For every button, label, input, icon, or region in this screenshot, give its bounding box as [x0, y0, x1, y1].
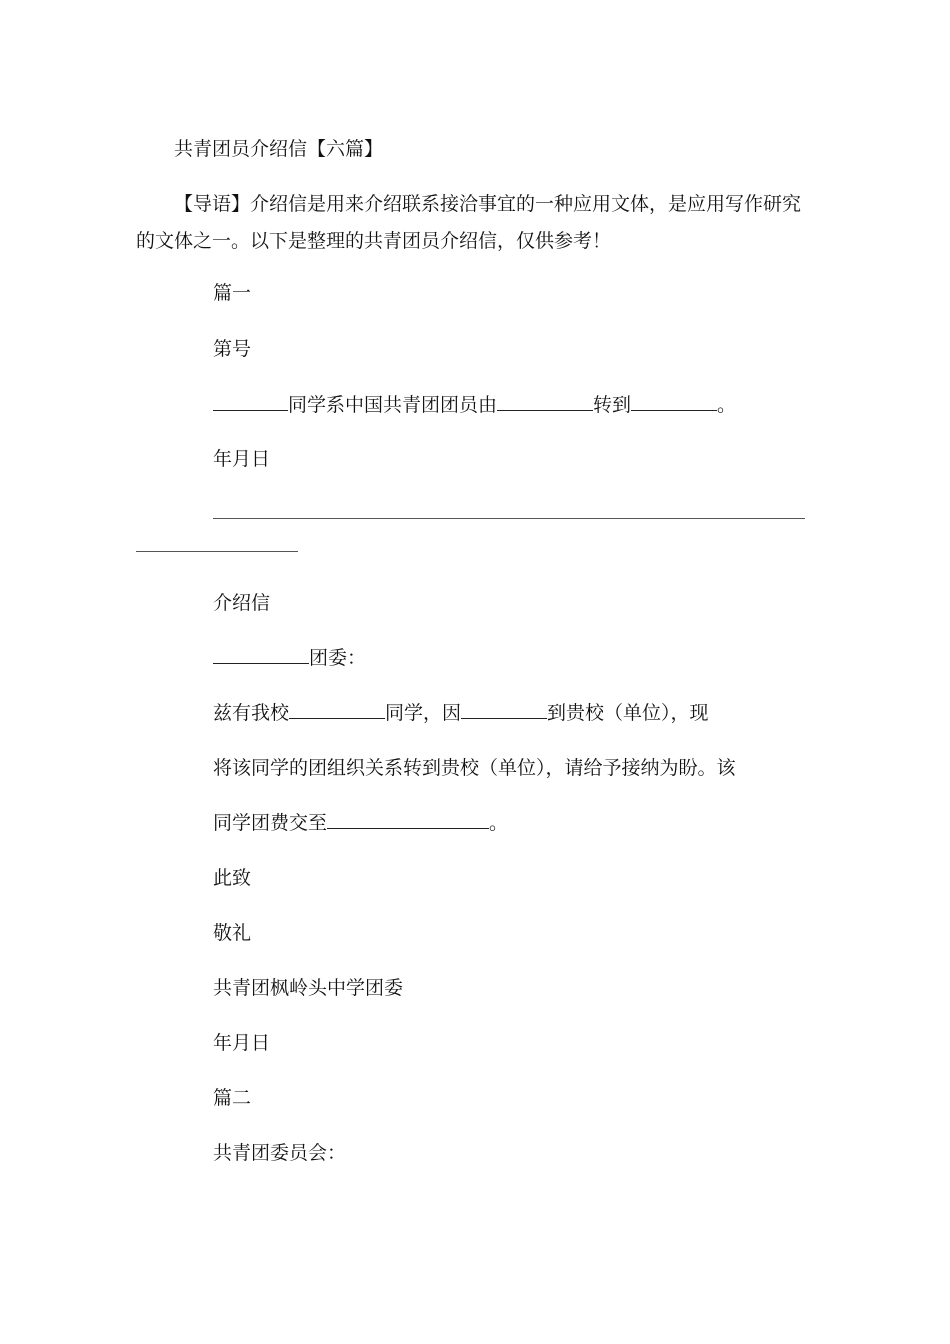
- transfer-stub-line: [213, 392, 736, 418]
- stub-text-2: 转到: [593, 394, 632, 416]
- stub-period: 。: [717, 394, 737, 416]
- signer: 共青团枫岭头中学团委: [213, 977, 404, 999]
- closing-1: 此致: [213, 867, 252, 889]
- letter-date: 年月日: [213, 1032, 271, 1054]
- to-blank: [631, 392, 717, 411]
- body-line-1: [213, 700, 709, 726]
- body1-text-b: 同学，因: [385, 702, 462, 724]
- body1-text-c: 到贵校（单位），现: [547, 702, 709, 724]
- document-number: 第号: [213, 338, 252, 360]
- student-blank: [289, 700, 385, 719]
- body3-text-a: 同学团费交至: [213, 812, 328, 834]
- body3-period: 。: [489, 812, 509, 834]
- addressee-line: [213, 645, 366, 671]
- body1-text-a: 兹有我校: [213, 702, 290, 724]
- addressee-suffix: 团委：: [309, 647, 367, 669]
- letter-title: 介绍信: [213, 592, 271, 614]
- reason-blank: [461, 700, 547, 719]
- section-heading-2: 篇二: [213, 1087, 252, 1109]
- body-line-2: 将该同学的团组织关系转到贵校（单位），请给予接纳为盼。该: [213, 757, 736, 779]
- cut-line-lower: [136, 551, 298, 552]
- name-blank: [213, 392, 288, 411]
- document-title: 共青团员介绍信【六篇】: [174, 138, 384, 160]
- stub-text-1: 同学系中国共青团团员由: [288, 394, 498, 416]
- stub-date: 年月日: [213, 448, 271, 470]
- intro-line-2: 的文体之一。以下是整理的共青团员介绍信，仅供参考！: [136, 230, 612, 252]
- section2-addressee: 共青团委员会：: [213, 1142, 347, 1164]
- section-heading-1: 篇一: [213, 282, 252, 304]
- intro-line-1: 【导语】介绍信是用来介绍联系接洽事宜的一种应用文体，是应用写作研究: [174, 193, 802, 215]
- committee-blank: [213, 645, 309, 664]
- cut-line-upper: [213, 518, 805, 519]
- from-blank: [497, 392, 593, 411]
- fee-blank: [327, 810, 489, 829]
- closing-2: 敬礼: [213, 922, 252, 944]
- body-line-3: [213, 810, 508, 836]
